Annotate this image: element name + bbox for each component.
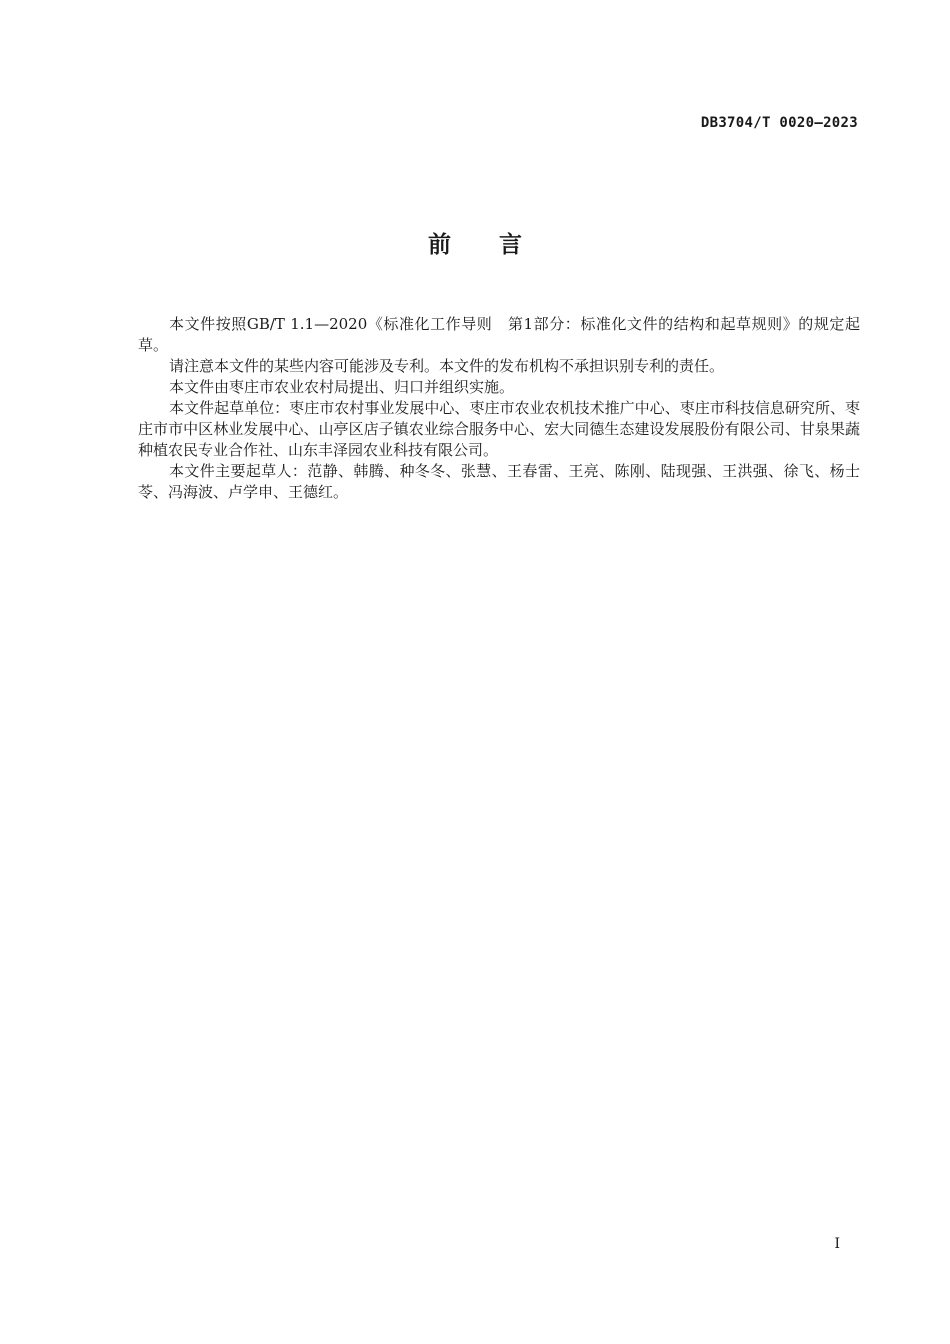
paragraph-drafting-units: 本文件起草单位：枣庄市农村事业发展中心、枣庄市农业农机技术推广中心、枣庄市科技信息研究所、枣庄市市中区林业发展中心、山亭区店子镇农业综合服务中心、宏大同德生态建设发展股份有限公司、甘泉果蔬种植农民专业合作社、山东丰泽园农业科技有限公司。 xyxy=(138,399,860,459)
page-title: 前言 xyxy=(428,232,570,258)
document-code: DB3704/T 0020—2023 xyxy=(700,115,858,131)
foreword-body xyxy=(138,314,860,503)
paragraph-drafting-rules: 本文件按照GB/T 1.1—2020《标准化工作导则 第1部分：标准化文件的结构和起草规则》的规定起草。 xyxy=(138,315,860,354)
paragraph-drafters: 本文件主要起草人：范静、韩腾、种冬冬、张慧、王春雷、王亮、陈刚、陆现强、王洪强、徐飞、杨士苓、冯海波、卢学申、王德红。 xyxy=(138,462,860,501)
page-number: I xyxy=(834,1236,840,1252)
paragraph-proposer: 本文件由枣庄市农业农村局提出、归口并组织实施。 xyxy=(169,378,515,396)
paragraph-patent-notice: 请注意本文件的某些内容可能涉及专利。本文件的发布机构不承担识别专利的责任。 xyxy=(169,357,725,375)
